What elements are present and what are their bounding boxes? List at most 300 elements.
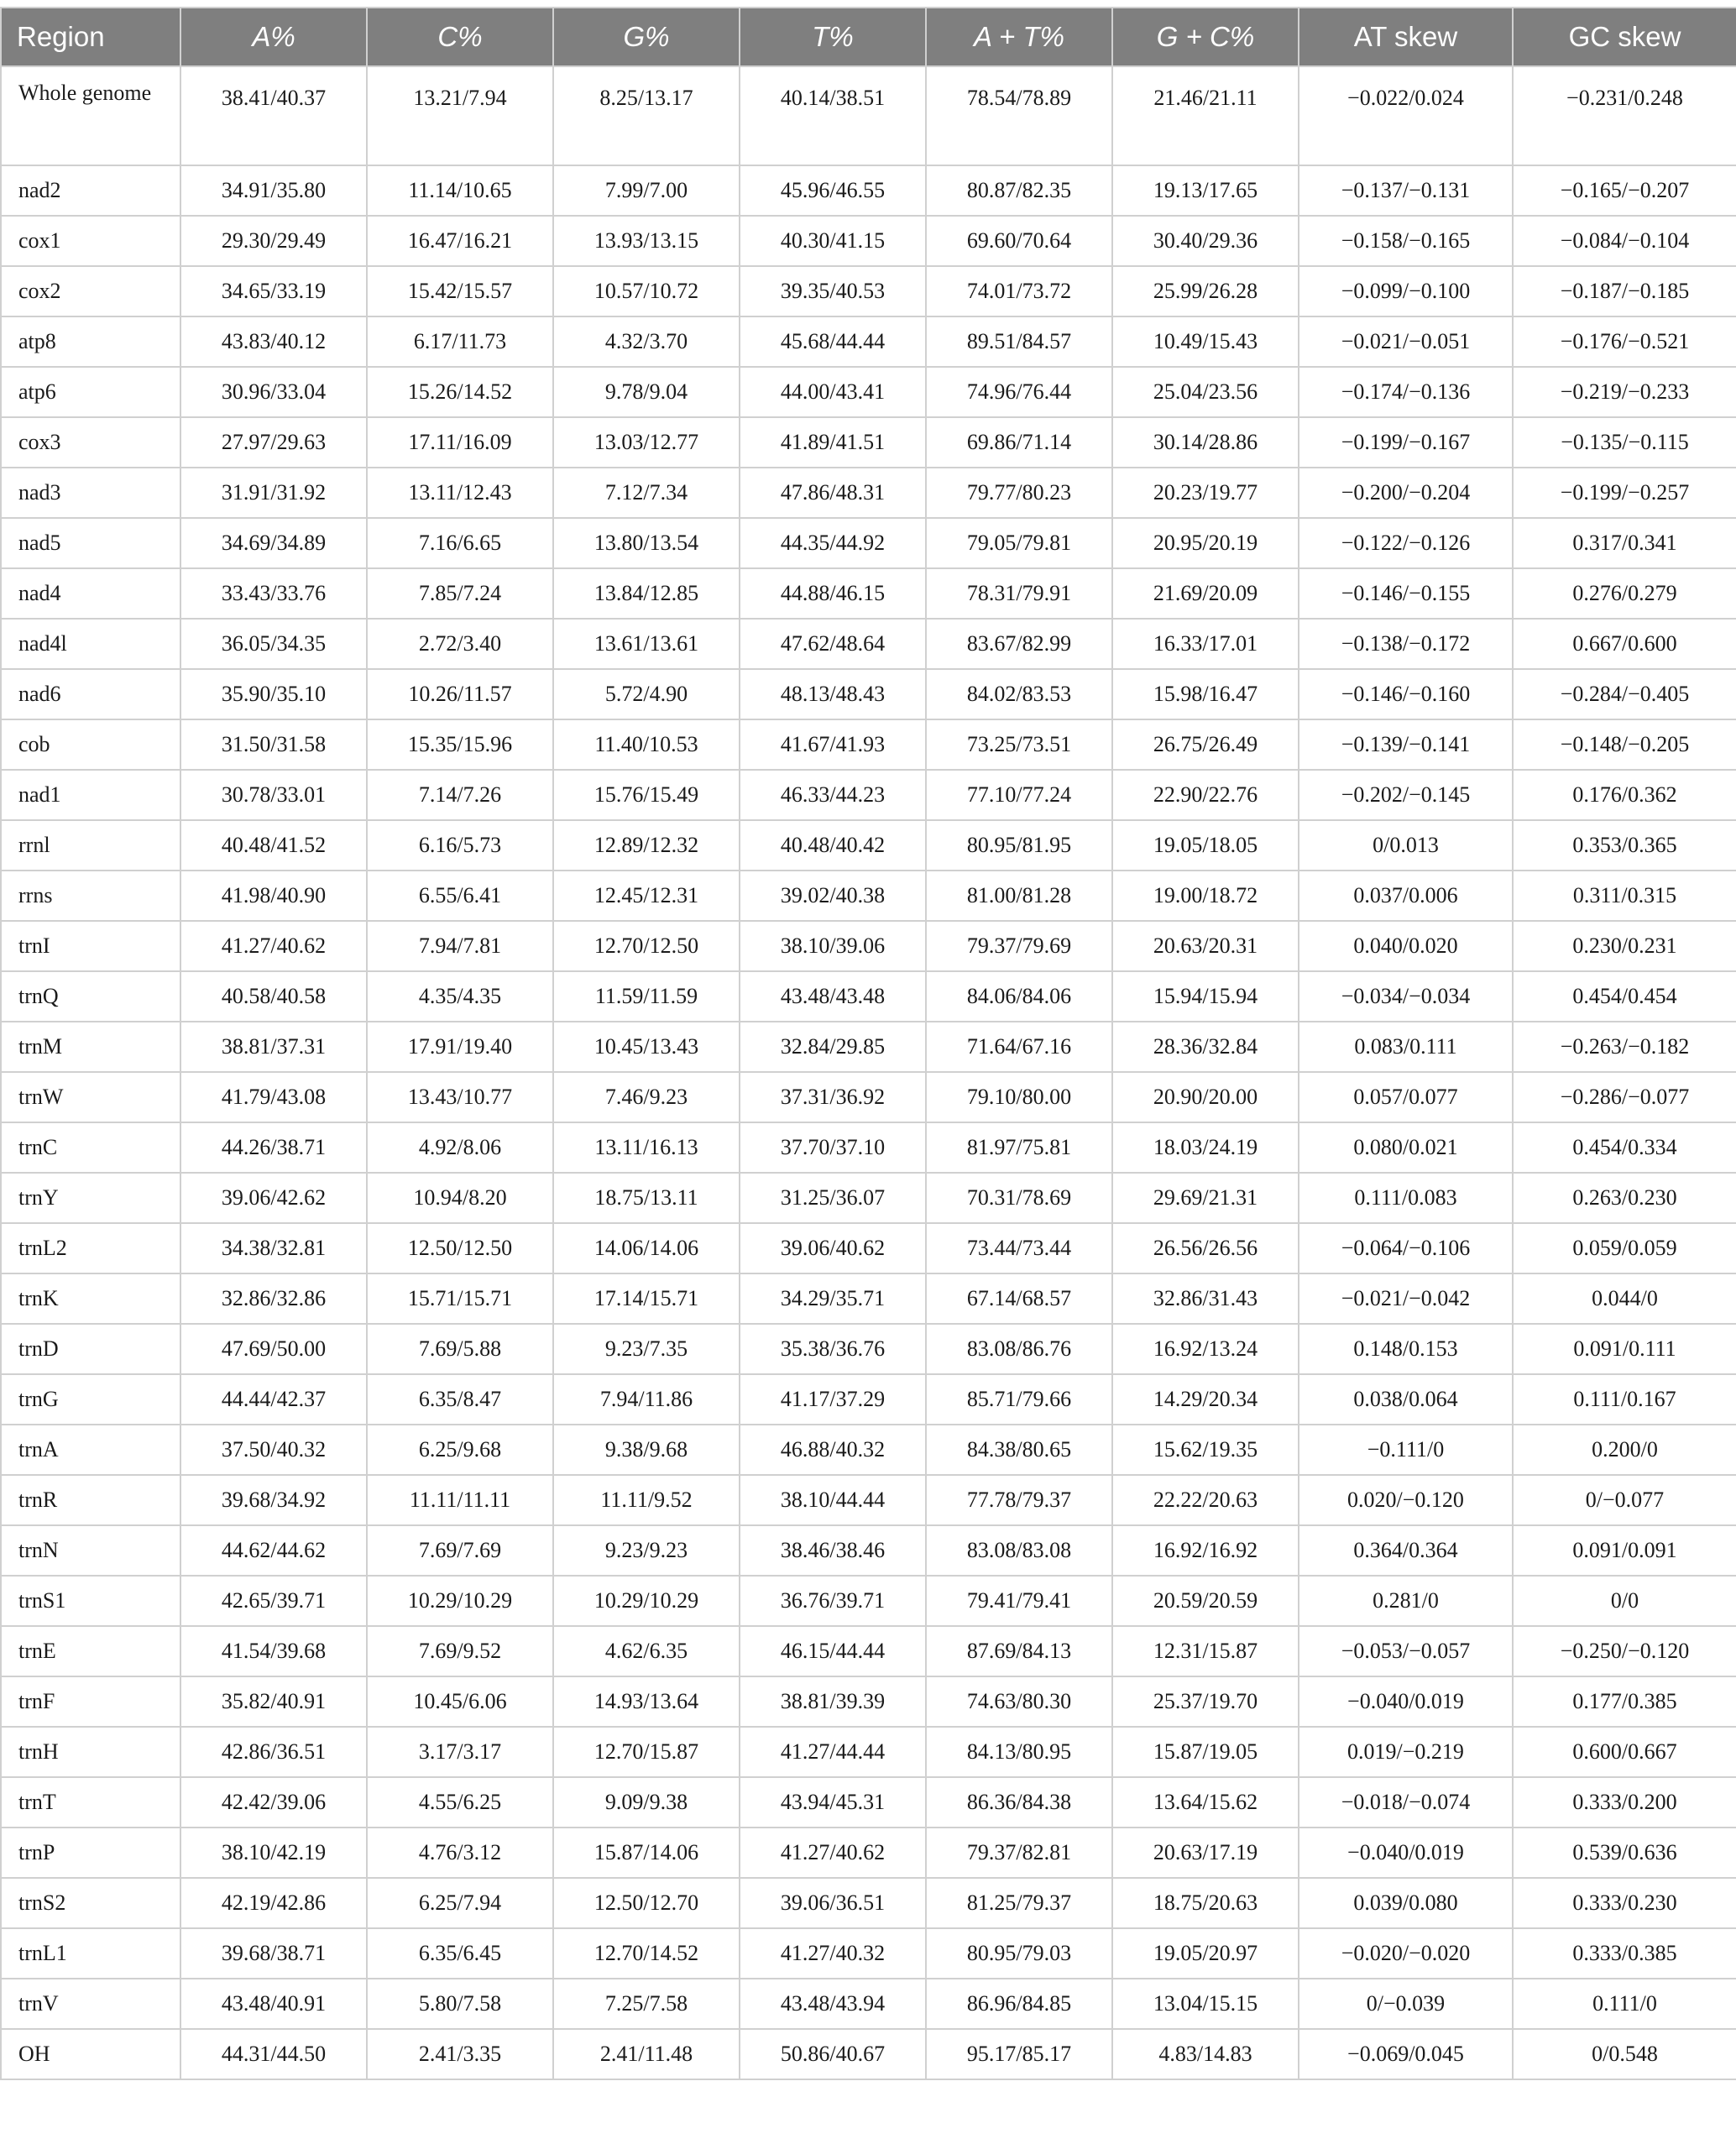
cell-t-percent: 41.27/40.62: [740, 1828, 926, 1878]
cell-at-percent: 79.77/80.23: [926, 468, 1112, 518]
cell-c-percent: 10.94/8.20: [367, 1173, 553, 1223]
cell-at-skew: −0.200/−0.204: [1299, 468, 1513, 518]
cell-c-percent: 6.17/11.73: [367, 316, 553, 367]
cell-g-percent: 11.59/11.59: [553, 971, 740, 1022]
cell-at-skew: −0.146/−0.155: [1299, 568, 1513, 619]
cell-region: trnS1: [1, 1576, 180, 1626]
cell-at-percent: 73.25/73.51: [926, 719, 1112, 770]
cell-c-percent: 4.76/3.12: [367, 1828, 553, 1878]
cell-region: Whole genome: [1, 66, 180, 165]
cell-g-percent: 12.89/12.32: [553, 820, 740, 871]
cell-c-percent: 7.69/9.52: [367, 1626, 553, 1676]
cell-c-percent: 4.35/4.35: [367, 971, 553, 1022]
cell-region: nad5: [1, 518, 180, 568]
cell-gc-skew: 0.353/0.365: [1513, 820, 1736, 871]
cell-t-percent: 35.38/36.76: [740, 1324, 926, 1374]
cell-region: nad6: [1, 669, 180, 719]
cell-gc-skew: −0.135/−0.115: [1513, 417, 1736, 468]
cell-t-percent: 41.27/40.32: [740, 1928, 926, 1979]
table-row: [1, 1374, 1736, 1425]
cell-region: trnE: [1, 1626, 180, 1676]
cell-at-skew: −0.146/−0.160: [1299, 669, 1513, 719]
cell-gc-skew: 0.091/0.111: [1513, 1324, 1736, 1374]
cell-c-percent: 16.47/16.21: [367, 216, 553, 266]
table-row: [1, 1576, 1736, 1626]
cell-g-percent: 9.09/9.38: [553, 1777, 740, 1828]
cell-a-percent: 31.50/31.58: [180, 719, 367, 770]
cell-t-percent: 41.67/41.93: [740, 719, 926, 770]
cell-at-percent: 69.86/71.14: [926, 417, 1112, 468]
cell-t-percent: 40.14/38.51: [740, 66, 926, 165]
cell-region: trnC: [1, 1122, 180, 1173]
cell-gc-percent: 25.37/19.70: [1112, 1676, 1299, 1727]
cell-at-skew: −0.034/−0.034: [1299, 971, 1513, 1022]
cell-c-percent: 15.26/14.52: [367, 367, 553, 417]
cell-g-percent: 12.70/14.52: [553, 1928, 740, 1979]
table-row: [1, 770, 1736, 820]
cell-c-percent: 11.14/10.65: [367, 165, 553, 216]
table-row: [1, 921, 1736, 971]
cell-region: atp6: [1, 367, 180, 417]
cell-a-percent: 38.41/40.37: [180, 66, 367, 165]
cell-at-skew: 0.057/0.077: [1299, 1072, 1513, 1122]
cell-gc-percent: 20.63/20.31: [1112, 921, 1299, 971]
cell-g-percent: 9.78/9.04: [553, 367, 740, 417]
header-a-percent: A%: [180, 8, 367, 66]
table-row: [1, 316, 1736, 367]
cell-region: cob: [1, 719, 180, 770]
table-row: [1, 66, 1736, 165]
table-row: [1, 1777, 1736, 1828]
cell-gc-percent: 16.92/13.24: [1112, 1324, 1299, 1374]
cell-g-percent: 12.70/12.50: [553, 921, 740, 971]
cell-at-skew: −0.021/−0.042: [1299, 1273, 1513, 1324]
cell-at-skew: 0.020/−0.120: [1299, 1475, 1513, 1525]
table-row: [1, 1173, 1736, 1223]
cell-region: trnM: [1, 1022, 180, 1072]
cell-at-percent: 77.10/77.24: [926, 770, 1112, 820]
cell-gc-skew: 0.177/0.385: [1513, 1676, 1736, 1727]
cell-g-percent: 18.75/13.11: [553, 1173, 740, 1223]
cell-c-percent: 17.11/16.09: [367, 417, 553, 468]
table-row: [1, 1928, 1736, 1979]
cell-region: cox3: [1, 417, 180, 468]
cell-c-percent: 13.43/10.77: [367, 1072, 553, 1122]
cell-t-percent: 40.48/40.42: [740, 820, 926, 871]
cell-c-percent: 15.42/15.57: [367, 266, 553, 316]
cell-at-skew: 0.080/0.021: [1299, 1122, 1513, 1173]
table-row: [1, 1475, 1736, 1525]
cell-region: nad3: [1, 468, 180, 518]
cell-t-percent: 41.89/41.51: [740, 417, 926, 468]
cell-at-skew: −0.020/−0.020: [1299, 1928, 1513, 1979]
cell-g-percent: 13.03/12.77: [553, 417, 740, 468]
table-row: [1, 1727, 1736, 1777]
cell-at-percent: 81.97/75.81: [926, 1122, 1112, 1173]
cell-region: trnD: [1, 1324, 180, 1374]
header-gc-percent: G + C%: [1112, 8, 1299, 66]
cell-gc-percent: 19.05/20.97: [1112, 1928, 1299, 1979]
header-region: Region: [1, 8, 180, 66]
cell-at-percent: 83.67/82.99: [926, 619, 1112, 669]
cell-gc-percent: 20.59/20.59: [1112, 1576, 1299, 1626]
cell-at-skew: 0.364/0.364: [1299, 1525, 1513, 1576]
cell-c-percent: 6.25/9.68: [367, 1425, 553, 1475]
cell-g-percent: 9.23/7.35: [553, 1324, 740, 1374]
cell-gc-percent: 18.75/20.63: [1112, 1878, 1299, 1928]
cell-a-percent: 42.86/36.51: [180, 1727, 367, 1777]
cell-a-percent: 40.48/41.52: [180, 820, 367, 871]
cell-at-percent: 79.41/79.41: [926, 1576, 1112, 1626]
cell-gc-skew: 0.454/0.334: [1513, 1122, 1736, 1173]
cell-g-percent: 13.93/13.15: [553, 216, 740, 266]
cell-t-percent: 44.88/46.15: [740, 568, 926, 619]
table-row: [1, 1878, 1736, 1928]
cell-gc-skew: 0.539/0.636: [1513, 1828, 1736, 1878]
cell-at-percent: 80.95/81.95: [926, 820, 1112, 871]
cell-region: rrnl: [1, 820, 180, 871]
cell-t-percent: 50.86/40.67: [740, 2029, 926, 2079]
cell-at-skew: 0.040/0.020: [1299, 921, 1513, 971]
cell-gc-percent: 4.83/14.83: [1112, 2029, 1299, 2079]
cell-c-percent: 6.35/6.45: [367, 1928, 553, 1979]
table-row: [1, 1676, 1736, 1727]
table-row: [1, 367, 1736, 417]
cell-gc-percent: 18.03/24.19: [1112, 1122, 1299, 1173]
cell-at-skew: −0.137/−0.131: [1299, 165, 1513, 216]
cell-c-percent: 15.35/15.96: [367, 719, 553, 770]
cell-gc-skew: 0.111/0: [1513, 1979, 1736, 2029]
cell-gc-percent: 15.94/15.94: [1112, 971, 1299, 1022]
cell-at-percent: 79.37/82.81: [926, 1828, 1112, 1878]
cell-gc-percent: 21.69/20.09: [1112, 568, 1299, 619]
table-row: [1, 1022, 1736, 1072]
cell-gc-percent: 26.56/26.56: [1112, 1223, 1299, 1273]
cell-t-percent: 38.10/44.44: [740, 1475, 926, 1525]
cell-a-percent: 29.30/29.49: [180, 216, 367, 266]
table-row: [1, 1273, 1736, 1324]
cell-gc-skew: 0.333/0.385: [1513, 1928, 1736, 1979]
cell-region: trnR: [1, 1475, 180, 1525]
cell-region: nad4l: [1, 619, 180, 669]
cell-at-skew: −0.158/−0.165: [1299, 216, 1513, 266]
cell-gc-percent: 29.69/21.31: [1112, 1173, 1299, 1223]
cell-gc-percent: 22.22/20.63: [1112, 1475, 1299, 1525]
cell-gc-percent: 13.64/15.62: [1112, 1777, 1299, 1828]
cell-gc-skew: 0.333/0.200: [1513, 1777, 1736, 1828]
cell-region: trnW: [1, 1072, 180, 1122]
cell-t-percent: 43.48/43.48: [740, 971, 926, 1022]
cell-region: trnG: [1, 1374, 180, 1425]
cell-c-percent: 6.25/7.94: [367, 1878, 553, 1928]
cell-t-percent: 43.94/45.31: [740, 1777, 926, 1828]
cell-region: trnT: [1, 1777, 180, 1828]
cell-gc-percent: 19.05/18.05: [1112, 820, 1299, 871]
cell-region: nad4: [1, 568, 180, 619]
cell-region: trnQ: [1, 971, 180, 1022]
cell-t-percent: 38.10/39.06: [740, 921, 926, 971]
cell-at-skew: −0.111/0: [1299, 1425, 1513, 1475]
cell-c-percent: 4.55/6.25: [367, 1777, 553, 1828]
cell-c-percent: 2.41/3.35: [367, 2029, 553, 2079]
cell-gc-skew: 0.091/0.091: [1513, 1525, 1736, 1576]
cell-a-percent: 35.82/40.91: [180, 1676, 367, 1727]
cell-t-percent: 39.06/36.51: [740, 1878, 926, 1928]
cell-g-percent: 7.94/11.86: [553, 1374, 740, 1425]
cell-t-percent: 47.86/48.31: [740, 468, 926, 518]
cell-gc-skew: 0.317/0.341: [1513, 518, 1736, 568]
cell-a-percent: 47.69/50.00: [180, 1324, 367, 1374]
cell-t-percent: 46.33/44.23: [740, 770, 926, 820]
cell-at-skew: −0.069/0.045: [1299, 2029, 1513, 2079]
cell-at-skew: 0.083/0.111: [1299, 1022, 1513, 1072]
cell-region: trnL2: [1, 1223, 180, 1273]
cell-gc-skew: −0.219/−0.233: [1513, 367, 1736, 417]
table-row: [1, 1525, 1736, 1576]
cell-at-percent: 70.31/78.69: [926, 1173, 1112, 1223]
cell-gc-percent: 22.90/22.76: [1112, 770, 1299, 820]
cell-t-percent: 44.35/44.92: [740, 518, 926, 568]
cell-g-percent: 10.29/10.29: [553, 1576, 740, 1626]
cell-c-percent: 13.21/7.94: [367, 66, 553, 165]
cell-gc-skew: 0.333/0.230: [1513, 1878, 1736, 1928]
cell-g-percent: 13.80/13.54: [553, 518, 740, 568]
cell-t-percent: 46.88/40.32: [740, 1425, 926, 1475]
cell-gc-percent: 19.00/18.72: [1112, 871, 1299, 921]
cell-gc-percent: 20.95/20.19: [1112, 518, 1299, 568]
cell-at-skew: −0.040/0.019: [1299, 1676, 1513, 1727]
table-row: [1, 568, 1736, 619]
cell-a-percent: 41.27/40.62: [180, 921, 367, 971]
cell-gc-skew: −0.199/−0.257: [1513, 468, 1736, 518]
cell-at-percent: 79.05/79.81: [926, 518, 1112, 568]
table-row: [1, 1626, 1736, 1676]
header-at-skew: AT skew: [1299, 8, 1513, 66]
cell-c-percent: 13.11/12.43: [367, 468, 553, 518]
cell-g-percent: 10.45/13.43: [553, 1022, 740, 1072]
cell-c-percent: 12.50/12.50: [367, 1223, 553, 1273]
cell-gc-skew: 0.454/0.454: [1513, 971, 1736, 1022]
cell-gc-percent: 16.33/17.01: [1112, 619, 1299, 669]
cell-t-percent: 37.70/37.10: [740, 1122, 926, 1173]
cell-gc-skew: −0.165/−0.207: [1513, 165, 1736, 216]
cell-at-percent: 67.14/68.57: [926, 1273, 1112, 1324]
cell-gc-skew: 0.230/0.231: [1513, 921, 1736, 971]
cell-a-percent: 42.42/39.06: [180, 1777, 367, 1828]
cell-c-percent: 6.55/6.41: [367, 871, 553, 921]
cell-at-percent: 79.37/79.69: [926, 921, 1112, 971]
table-row: [1, 216, 1736, 266]
cell-gc-percent: 28.36/32.84: [1112, 1022, 1299, 1072]
cell-g-percent: 13.84/12.85: [553, 568, 740, 619]
cell-a-percent: 39.06/42.62: [180, 1173, 367, 1223]
table-row: [1, 1122, 1736, 1173]
cell-c-percent: 6.16/5.73: [367, 820, 553, 871]
cell-g-percent: 15.87/14.06: [553, 1828, 740, 1878]
cell-g-percent: 15.76/15.49: [553, 770, 740, 820]
cell-t-percent: 41.27/44.44: [740, 1727, 926, 1777]
cell-t-percent: 39.06/40.62: [740, 1223, 926, 1273]
cell-t-percent: 46.15/44.44: [740, 1626, 926, 1676]
table-row: [1, 417, 1736, 468]
cell-at-skew: −0.053/−0.057: [1299, 1626, 1513, 1676]
table-row: [1, 165, 1736, 216]
cell-region: trnV: [1, 1979, 180, 2029]
cell-t-percent: 40.30/41.15: [740, 216, 926, 266]
cell-region: trnS2: [1, 1878, 180, 1928]
cell-at-percent: 69.60/70.64: [926, 216, 1112, 266]
cell-gc-skew: −0.231/0.248: [1513, 66, 1736, 165]
header-t-percent: T%: [740, 8, 926, 66]
cell-region: nad1: [1, 770, 180, 820]
cell-a-percent: 31.91/31.92: [180, 468, 367, 518]
cell-g-percent: 13.11/16.13: [553, 1122, 740, 1173]
cell-at-percent: 84.02/83.53: [926, 669, 1112, 719]
cell-at-skew: −0.138/−0.172: [1299, 619, 1513, 669]
cell-gc-skew: 0.263/0.230: [1513, 1173, 1736, 1223]
cell-at-percent: 78.54/78.89: [926, 66, 1112, 165]
cell-gc-skew: 0/−0.077: [1513, 1475, 1736, 1525]
cell-region: OH: [1, 2029, 180, 2079]
cell-g-percent: 7.46/9.23: [553, 1072, 740, 1122]
cell-at-percent: 80.95/79.03: [926, 1928, 1112, 1979]
cell-at-percent: 77.78/79.37: [926, 1475, 1112, 1525]
cell-g-percent: 13.61/13.61: [553, 619, 740, 669]
cell-a-percent: 42.19/42.86: [180, 1878, 367, 1928]
cell-c-percent: 7.69/5.88: [367, 1324, 553, 1374]
cell-at-percent: 95.17/85.17: [926, 2029, 1112, 2079]
cell-at-skew: 0/−0.039: [1299, 1979, 1513, 2029]
cell-a-percent: 34.69/34.89: [180, 518, 367, 568]
table-row: [1, 1324, 1736, 1374]
cell-g-percent: 11.11/9.52: [553, 1475, 740, 1525]
cell-c-percent: 4.92/8.06: [367, 1122, 553, 1173]
cell-gc-percent: 16.92/16.92: [1112, 1525, 1299, 1576]
cell-region: trnK: [1, 1273, 180, 1324]
cell-g-percent: 9.38/9.68: [553, 1425, 740, 1475]
cell-a-percent: 41.79/43.08: [180, 1072, 367, 1122]
cell-t-percent: 32.84/29.85: [740, 1022, 926, 1072]
table-row: [1, 518, 1736, 568]
header-c-percent: C%: [367, 8, 553, 66]
table-row: [1, 871, 1736, 921]
cell-gc-skew: 0.044/0: [1513, 1273, 1736, 1324]
cell-gc-percent: 20.63/17.19: [1112, 1828, 1299, 1878]
cell-at-percent: 74.96/76.44: [926, 367, 1112, 417]
header-g-percent: G%: [553, 8, 740, 66]
table-row: [1, 266, 1736, 316]
cell-at-skew: −0.199/−0.167: [1299, 417, 1513, 468]
cell-a-percent: 30.78/33.01: [180, 770, 367, 820]
cell-at-percent: 80.87/82.35: [926, 165, 1112, 216]
cell-at-skew: −0.202/−0.145: [1299, 770, 1513, 820]
cell-gc-skew: 0/0.548: [1513, 2029, 1736, 2079]
cell-t-percent: 38.81/39.39: [740, 1676, 926, 1727]
cell-at-percent: 84.38/80.65: [926, 1425, 1112, 1475]
cell-g-percent: 11.40/10.53: [553, 719, 740, 770]
cell-gc-percent: 30.14/28.86: [1112, 417, 1299, 468]
cell-region: trnN: [1, 1525, 180, 1576]
cell-a-percent: 38.10/42.19: [180, 1828, 367, 1878]
cell-g-percent: 8.25/13.17: [553, 66, 740, 165]
cell-gc-percent: 30.40/29.36: [1112, 216, 1299, 266]
cell-at-skew: −0.064/−0.106: [1299, 1223, 1513, 1273]
cell-at-skew: −0.122/−0.126: [1299, 518, 1513, 568]
cell-g-percent: 14.06/14.06: [553, 1223, 740, 1273]
cell-t-percent: 39.35/40.53: [740, 266, 926, 316]
cell-at-skew: 0.039/0.080: [1299, 1878, 1513, 1928]
cell-a-percent: 44.44/42.37: [180, 1374, 367, 1425]
cell-gc-skew: −0.148/−0.205: [1513, 719, 1736, 770]
cell-c-percent: 10.26/11.57: [367, 669, 553, 719]
cell-at-skew: −0.040/0.019: [1299, 1828, 1513, 1878]
cell-a-percent: 30.96/33.04: [180, 367, 367, 417]
cell-at-percent: 79.10/80.00: [926, 1072, 1112, 1122]
cell-g-percent: 7.25/7.58: [553, 1979, 740, 2029]
cell-at-percent: 86.36/84.38: [926, 1777, 1112, 1828]
table-row: [1, 468, 1736, 518]
cell-at-percent: 78.31/79.91: [926, 568, 1112, 619]
cell-t-percent: 48.13/48.43: [740, 669, 926, 719]
cell-c-percent: 10.45/6.06: [367, 1676, 553, 1727]
cell-a-percent: 34.91/35.80: [180, 165, 367, 216]
cell-gc-skew: 0.667/0.600: [1513, 619, 1736, 669]
cell-at-percent: 83.08/86.76: [926, 1324, 1112, 1374]
cell-gc-percent: 15.62/19.35: [1112, 1425, 1299, 1475]
cell-region: trnH: [1, 1727, 180, 1777]
table-row: [1, 1828, 1736, 1878]
cell-a-percent: 32.86/32.86: [180, 1273, 367, 1324]
cell-gc-percent: 32.86/31.43: [1112, 1273, 1299, 1324]
cell-c-percent: 3.17/3.17: [367, 1727, 553, 1777]
cell-at-skew: −0.174/−0.136: [1299, 367, 1513, 417]
cell-t-percent: 38.46/38.46: [740, 1525, 926, 1576]
cell-c-percent: 7.94/7.81: [367, 921, 553, 971]
cell-gc-skew: 0.176/0.362: [1513, 770, 1736, 820]
cell-a-percent: 41.54/39.68: [180, 1626, 367, 1676]
cell-at-skew: −0.018/−0.074: [1299, 1777, 1513, 1828]
cell-at-percent: 86.96/84.85: [926, 1979, 1112, 2029]
table-row: [1, 719, 1736, 770]
cell-at-skew: 0/0.013: [1299, 820, 1513, 871]
cell-at-percent: 89.51/84.57: [926, 316, 1112, 367]
cell-a-percent: 43.48/40.91: [180, 1979, 367, 2029]
cell-at-skew: 0.019/−0.219: [1299, 1727, 1513, 1777]
cell-region: trnF: [1, 1676, 180, 1727]
cell-gc-skew: −0.187/−0.185: [1513, 266, 1736, 316]
cell-t-percent: 37.31/36.92: [740, 1072, 926, 1122]
cell-at-skew: −0.021/−0.051: [1299, 316, 1513, 367]
cell-at-percent: 84.13/80.95: [926, 1727, 1112, 1777]
table-row: [1, 619, 1736, 669]
cell-g-percent: 4.32/3.70: [553, 316, 740, 367]
cell-at-percent: 87.69/84.13: [926, 1626, 1112, 1676]
cell-a-percent: 44.62/44.62: [180, 1525, 367, 1576]
cell-c-percent: 11.11/11.11: [367, 1475, 553, 1525]
cell-g-percent: 12.70/15.87: [553, 1727, 740, 1777]
cell-region: cox2: [1, 266, 180, 316]
cell-at-skew: −0.022/0.024: [1299, 66, 1513, 165]
cell-gc-skew: 0/0: [1513, 1576, 1736, 1626]
cell-region: trnY: [1, 1173, 180, 1223]
cell-region: nad2: [1, 165, 180, 216]
cell-g-percent: 7.99/7.00: [553, 165, 740, 216]
cell-t-percent: 41.17/37.29: [740, 1374, 926, 1425]
cell-c-percent: 10.29/10.29: [367, 1576, 553, 1626]
cell-g-percent: 12.50/12.70: [553, 1878, 740, 1928]
cell-t-percent: 39.02/40.38: [740, 871, 926, 921]
cell-gc-skew: −0.250/−0.120: [1513, 1626, 1736, 1676]
